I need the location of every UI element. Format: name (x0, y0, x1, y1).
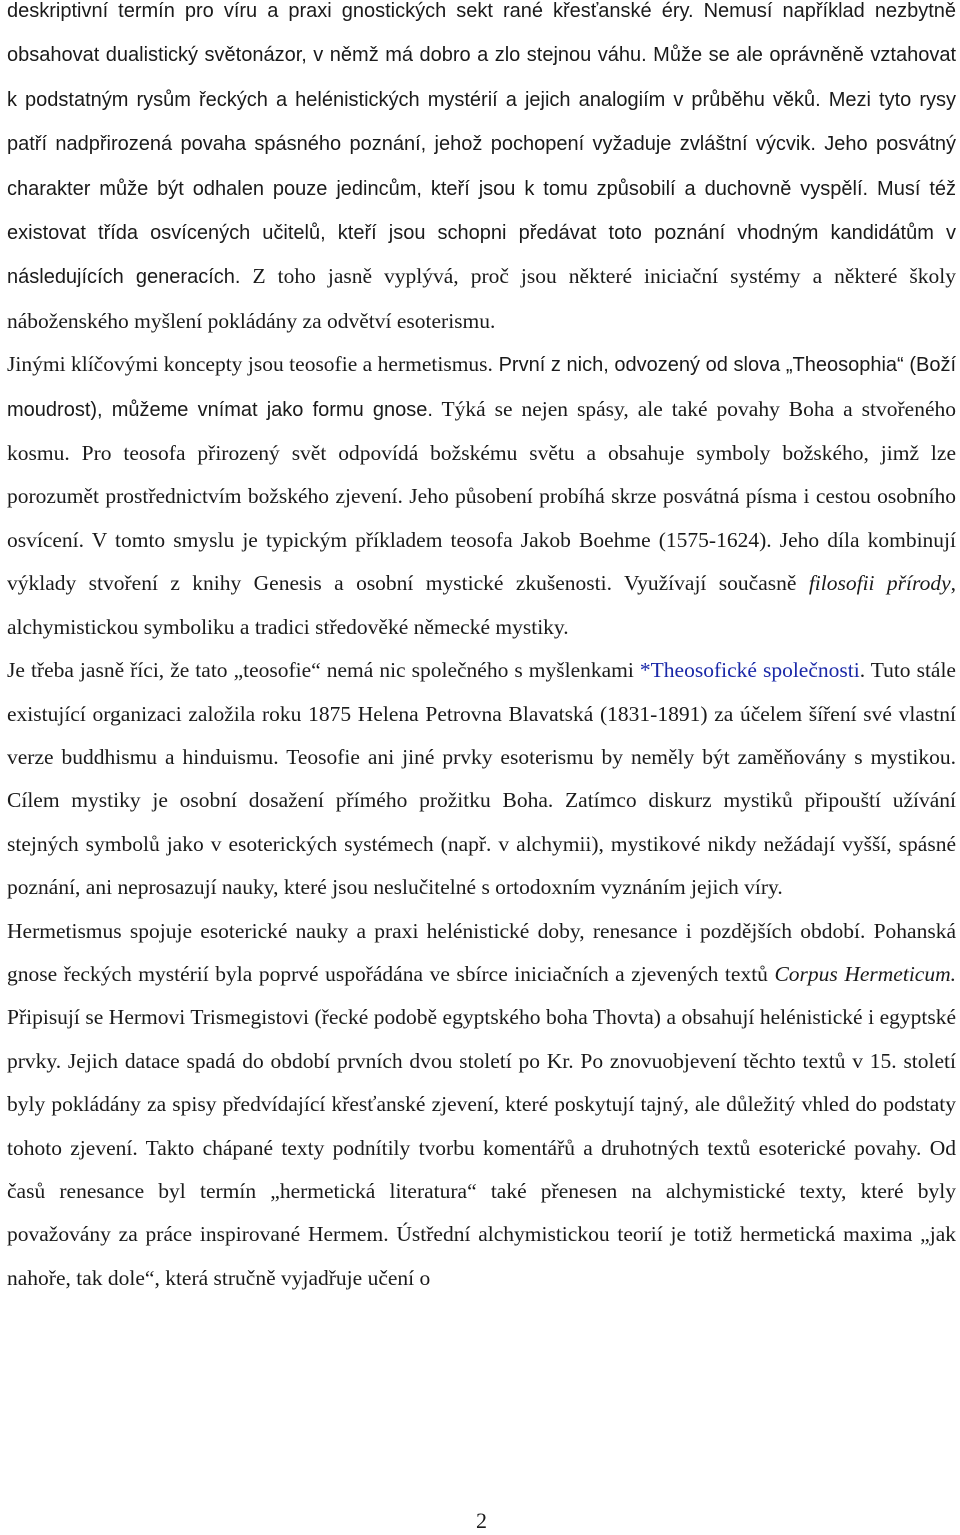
paragraph-text: Z toho jasně vyplývá, proč jsou některé iniciační systémy a některé školy náboženského myšlení pokládány za odvětví esoterismu. (7, 264, 956, 333)
paragraph-gnosis-definition (7, 0, 956, 343)
paragraph-theosophical-society (7, 649, 956, 909)
italic-title-corpus-hermeticum: Corpus Hermeticum. (774, 961, 956, 986)
paragraph-text: Jinými klíčovými koncepty jsou teosofie a hermetismus. (7, 352, 493, 377)
paragraph-text: Týká se nejen spásy, ale také povahy Boha a stvořeného kosmu. Pro teosofa přirozený svět odpovídá božskému světu a obsahuje symboly božského, jimž lze porozumět prostřednictvím božského zjevení. Jeho působení probíhá skrze posvátná písma i cestou osobního osvícení. V tomto smyslu je typickým příkladem teosofa Jakob Boehme (1575-1624). Jeho díla kombinují výklady stvoření z knihy Genesis a osobní mystické zkušenosti. Využívají současně (7, 396, 956, 596)
document-page (7, 0, 956, 1535)
theosophical-society-link[interactable]: *Theosofické společnosti (639, 658, 860, 683)
paragraph-text: První z nich, odvozený od slova „Theosophia“ (Boží moudrost), můžeme vnímat jako formu gnose. (7, 354, 956, 421)
paragraph-text: . Tuto stále existující organizaci založila roku 1875 Helena Petrovna Blavatská (1831-1891) za účelem šíření své vlastní verze buddhismu a hinduismu. Teosofie ani jiné prvky esoterismu by neměly být zaměňovány s mystikou. Cílem mystiky je osobní dosažení přímého prožitku Boha. Zatímco diskurz mystiků připouští užívání stejných symbolů jako v esoterických systémech (např. v alchymii), mystikové nikdy nežádají vyšší, spásné poznání, ani neprosazují nauky, které jsou neslučitelné s ortodoxním vyznáním jejich víry. (7, 658, 956, 900)
paragraph-text: , alchymistickou symboliku a tradici středověké německé mystiky. (7, 571, 956, 639)
italic-term-filosofie-prirody: filosofii přírody (808, 571, 951, 596)
paragraph-text: Připisují se Hermovi Trismegistovi (řecké podobě egyptského boha Thovta) a obsahují helénistické i egyptské prvky. Jejich datace spadá do období prvních dvou století po Kr. Po znovuobjevení těchto textů v 15. století byly pokládány za spisy předvídající křesťanské zjevení, které poskytují tajný, ale důležitý vhled do podstaty tohoto zjevení. Takto chápané texty podnítily tvorbu komentářů a druhotných textů esoterické povahy. Od časů renesance byl termín „hermetická literatura“ také přenesen na alchymistické texty, které byly považovány za práce inspirované Hermem. Ústřední alchymistickou teorií je totiž hermetická maxima „jak nahoře, tak dole“, která stručně vyjadřuje učení o (7, 1005, 956, 1290)
paragraph-text: Hermetismus spojuje esoterické nauky a praxi helénistické doby, renesance i pozdějších období. Pohanská gnose řeckých mystérií byla poprvé uspořádána ve sbírce iniciačních a zjevených textů (7, 918, 956, 986)
paragraph-theosophy (7, 343, 956, 649)
paragraph-hermetism (7, 910, 956, 1301)
paragraph-text: deskriptivní termín pro víru a praxi gnostických sekt rané křesťanské éry. Nemusí například nezbytně obsahovat dualistický světonázor, v němž má dobro a zlo stejnou váhu. Může se ale oprávněně vztahovat k podstatným rysům řeckých a helénistických mystérií a jejich analogiím v průběhu věků. Mezi tyto rysy patří nadpřirozená povaha spásného poznání, jehož pochopení vyžaduje zvláštní výcvik. Jeho posvátný charakter může být odhalen pouze jedincům, kteří jsou k tomu způsobilí a duchovně vyspělí. Musí též existovat třída osvícených učitelů, kteří jsou schopni předávat toto poznání vhodným kandidátům v následujících generacích. (7, 0, 956, 289)
page-number: 2 (476, 1508, 487, 1533)
paragraph-text: Je třeba jasně říci, že tato „teosofie“ nemá nic společného s myšlenkami (7, 658, 640, 683)
